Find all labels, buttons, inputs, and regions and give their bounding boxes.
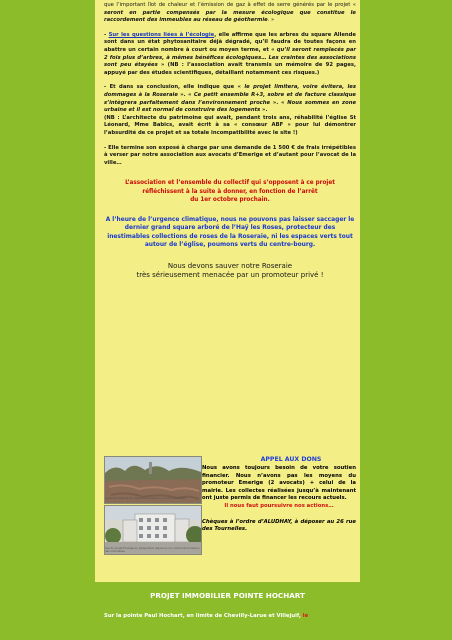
donation-appeal	[104, 456, 356, 576]
donation-text: Nous avons toujours besoin de votre soutien financier. Nous n’avons pas les moyens du promoteur Emerige (2 avocats) + celui de la mairie. Les collectes réalisées jusqu’à maintenant ont juste permis de financer les recours actuels. Il nous faut poursuivre nos actions… Chèques à l’ordre d’ALUDHAY, à déposer au 26 rue des Tournelles.	[202, 465, 356, 533]
ecology-link[interactable]: Sur les questions liées à l’écologie	[108, 31, 215, 38]
photo-caption-1: Le square Allende et l’église Saint-Léonard, vus de la Roseraie	[105, 497, 186, 500]
footer-text: Sur la pointe Paul Hochart, en limite de Chevilly-Larue et Villejuif, le	[104, 613, 309, 619]
footer-title: PROJET IMMOBILIER POINTE HOCHART	[150, 591, 305, 600]
project-rendering	[104, 505, 202, 555]
climate-alert: A l’heure de l’urgence climatique, nous ne pouvons pas laisser saccager le dernier grand square arboré de l’Haÿ les Roses, protecteur des inestimables collections de roses de la Roseraie, ni les espaces verts tout autour de l’église, poumons verts du centre-bourg.	[105, 216, 355, 249]
donation-urgent: Il nous faut poursuivre nos actions…	[224, 502, 334, 509]
architect-note: (NB : L’architecte du patrimoine qui avait, pendant trois ans, réhabilité l’église St Léonard, Mme Babics, avait écrit à sa « consœur ABF » pour lui démontrer l’absurdité de ce projet et sa totale incompatibilité avec le site !)	[104, 114, 356, 136]
donation-title: APPEL AUX DONS	[260, 456, 322, 463]
photo-caption-2: Vue du projet Emerige en perspective depuis la rue, montrant la hauteur des immeubles	[105, 547, 200, 554]
paragraph-geothermal: que l’important îlot de chaleur et l’émission de gaz à effet de serre générés par le projet « seront en partie compensés par la mesure écologique que constitue le raccordement des immeubles au réseau de géothermie. »	[104, 2, 356, 24]
cheque-instructions: Chèques à l’ordre d’ALUDHAY, à déposer au 26 rue des Tournelles.	[202, 518, 356, 533]
document-body	[104, 2, 356, 301]
quote-geothermal: seront en partie compensés par la mesure écologique que constitue le raccordement des immeubles au réseau de géothermie	[104, 9, 356, 24]
footer-section	[95, 582, 360, 640]
paragraph-fees: - Elle termine son exposé à charge par une demande de 1 500 € de frais irrépétibles à verser par notre association aux avocats d’Emerige et d’autant pour l’avocat de la ville…	[104, 144, 356, 166]
save-roseraie-heading: Nous devons sauver notre Roseraie très sérieusement menacée par un promoteur privé !	[136, 261, 324, 280]
paragraph-ecology: - Sur les questions liées à l’écologie, elle affirme que les arbres du square Allende sont dans un état phytosanitaire déjà dégradé, qu’il faudra de toutes façons en abattre un certain nombre à court ou moyen terme, et « qu’il seront remplacés par 2 fois plus d’arbres, à mêmes bénéfices écologiques… Les craintes des associations sont peu étayées » (NB : l’association avait transmis un mémoire de 92 pages, appuyé par des études scientifiques, détaillant notamment ces risques.)	[104, 31, 357, 76]
roseraie-photo	[104, 456, 202, 504]
paragraph-conclusion: - Et dans sa conclusion, elle indique que « le projet limitera, voire évitera, les dommages à la Roseraie ». « Ce petit ensemble R+3, sobre et de facture classique s’intègrera parfaitement dans l’environnement proche ». « Nous sommes en zone urbaine et il est normal de construire des logements ». (NB : L’architecte du patrimoine qui avait, pendant trois ans, réhabilité l’église St Léonard, Mme Babics, avait écrit à sa « consœur ABF » pour lui démontrer l’absurdité de ce projet et sa totale incompatibilité avec le site !)	[104, 84, 357, 136]
association-alert: L’association et l’ensemble du collectif qui s’opposent à ce projet réfléchissent à la suite à donner, en fonction de l’arrêt du 1er octobre prochain.	[125, 180, 335, 204]
quote-ecology: qu’il seront remplacés par 2 fois plus d’arbres, à mêmes bénéfices écologiques… Les craintes des associations sont peu étayées	[104, 46, 357, 69]
